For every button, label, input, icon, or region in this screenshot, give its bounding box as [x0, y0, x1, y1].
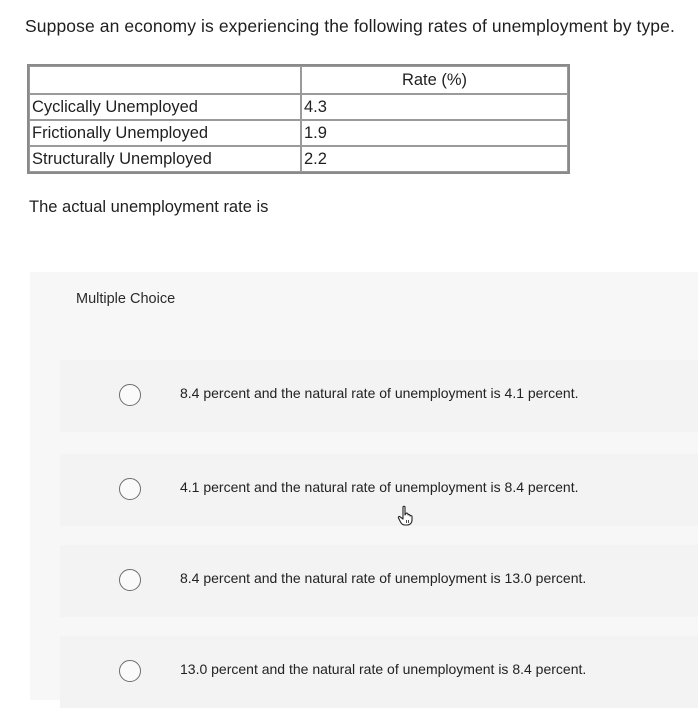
multiple-choice-label: Multiple Choice [76, 291, 176, 307]
choice-option-text[interactable]: 8.4 percent and the natural rate of unemployment is 13.0 percent. [180, 570, 587, 586]
choice-option-text[interactable]: 4.1 percent and the natural rate of unemployment is 8.4 percent. [180, 479, 579, 495]
choice-option-text[interactable]: 13.0 percent and the natural rate of unemployment is 8.4 percent. [180, 661, 587, 677]
table-cell-rate: 2.2 [301, 146, 568, 172]
question-stem: The actual unemployment rate is [29, 198, 269, 216]
choice-option-3[interactable] [60, 545, 698, 617]
choice-option-1[interactable] [60, 360, 698, 432]
unemployment-table [27, 64, 570, 174]
choice-option-4[interactable] [60, 636, 698, 708]
table-header-type [29, 66, 301, 94]
table-header-row [29, 66, 568, 94]
choice-option-text[interactable]: 8.4 percent and the natural rate of unemployment is 4.1 percent. [180, 385, 579, 401]
table-row [29, 120, 568, 146]
table-cell-rate: 4.3 [301, 94, 568, 120]
radio-circle-icon[interactable] [119, 660, 141, 682]
table-header-rate: Rate (%) [301, 66, 568, 94]
table-cell-type: Structurally Unemployed [29, 146, 301, 172]
table-row [29, 146, 568, 172]
table-row [29, 94, 568, 120]
table-cell-rate: 1.9 [301, 120, 568, 146]
radio-circle-icon[interactable] [119, 478, 141, 500]
table-cell-type: Cyclically Unemployed [29, 94, 301, 120]
question-text: Suppose an economy is experiencing the following rates of unemployment by type. [25, 16, 675, 36]
choice-option-2[interactable] [60, 454, 698, 526]
multiple-choice-panel [30, 272, 698, 700]
radio-circle-icon[interactable] [119, 384, 141, 406]
table-cell-type: Frictionally Unemployed [29, 120, 301, 146]
radio-circle-icon[interactable] [119, 569, 141, 591]
hand-pointer-icon [396, 505, 416, 527]
